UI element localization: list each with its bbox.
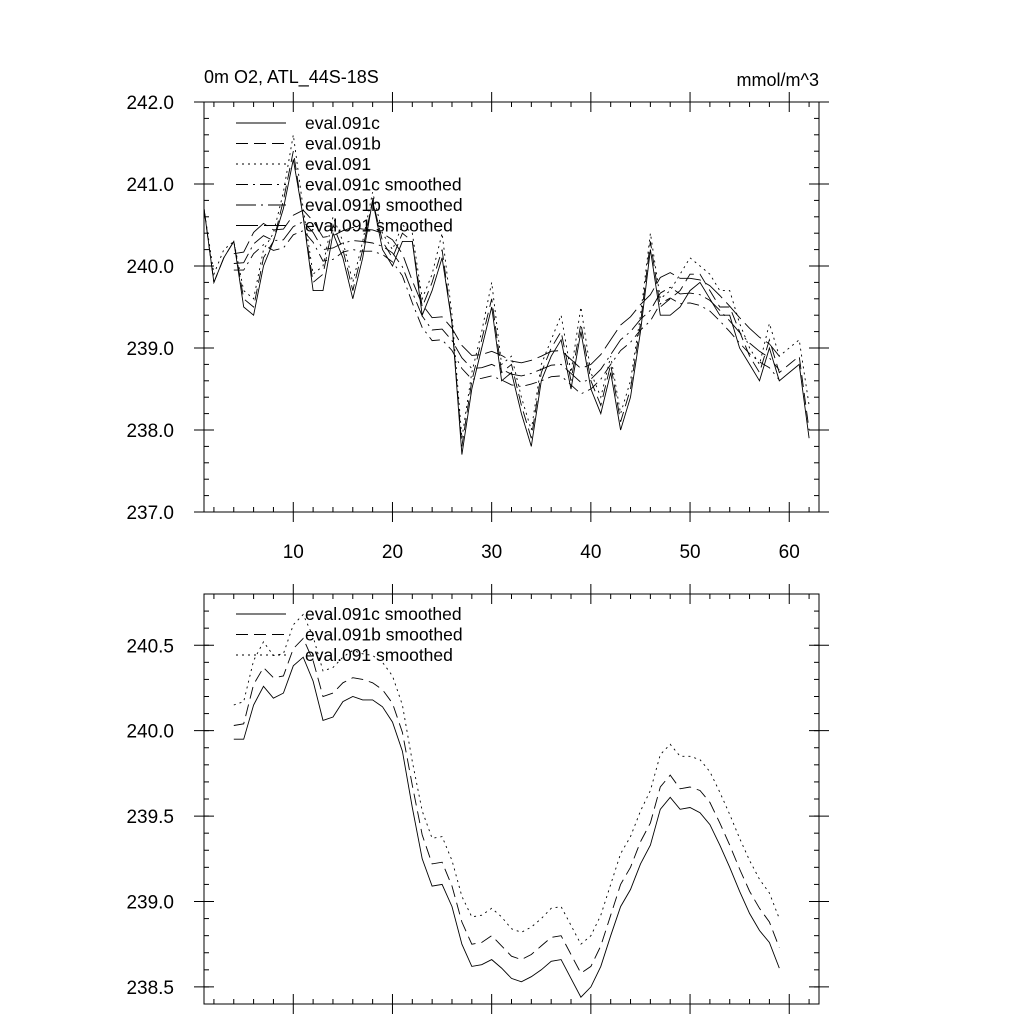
series-line-1	[204, 159, 809, 454]
legend-label: eval.091c smoothed	[305, 604, 462, 624]
top-panel	[126, 67, 829, 563]
series-line-2	[234, 638, 780, 973]
series-line-3	[204, 135, 809, 438]
y-tick-label: 238.0	[126, 421, 174, 442]
top-legend	[236, 113, 463, 236]
legend-label: eval.091c smoothed	[305, 174, 462, 195]
bottom-plot-frame	[204, 594, 819, 1004]
x-tick-label: 20	[381, 542, 404, 563]
legend-label: eval.091b smoothed	[305, 195, 463, 215]
x-tick-label: 60	[778, 542, 800, 563]
series-line-4	[234, 231, 780, 394]
y-tick-label: 239.5	[126, 807, 174, 829]
x-tick-label: 50	[679, 542, 701, 563]
top-panel-units: mmol/m^3	[736, 70, 819, 90]
bottom-y-axis	[126, 594, 829, 1004]
legend-label: eval.091	[305, 154, 372, 174]
bottom-series-group	[234, 615, 780, 998]
y-tick-label: 240.0	[126, 257, 174, 278]
y-tick-label: 239.0	[126, 339, 174, 360]
legend-label: eval.091b smoothed	[305, 624, 463, 645]
y-tick-label: 241.0	[126, 175, 174, 196]
x-tick-label: 40	[580, 542, 602, 563]
series-line-1	[234, 657, 780, 997]
y-tick-label: 239.0	[126, 892, 174, 914]
y-tick-label: 242.0	[126, 93, 174, 114]
series-line-5	[234, 222, 780, 383]
legend-label: eval.091b	[305, 133, 381, 154]
top-y-axis	[126, 93, 829, 524]
legend-label: eval.091 smoothed	[305, 215, 453, 236]
legend-label: eval.091 smoothed	[305, 645, 453, 665]
y-tick-label: 240.0	[126, 721, 174, 743]
x-tick-label: 30	[481, 542, 503, 563]
top-panel-title: 0m O2, ATL_44S-18S	[204, 67, 379, 87]
bottom-panel	[126, 584, 829, 1014]
y-tick-label: 237.0	[126, 503, 174, 524]
y-tick-label: 240.5	[126, 636, 174, 658]
bottom-legend	[236, 604, 463, 665]
series-line-2	[204, 151, 809, 446]
y-tick-label: 238.5	[126, 977, 174, 999]
top-series-group	[204, 135, 809, 455]
x-tick-label: 10	[282, 542, 304, 563]
bottom-x-axis	[214, 584, 809, 1014]
legend-label: eval.091c	[305, 113, 380, 133]
top-x-axis	[214, 92, 809, 563]
